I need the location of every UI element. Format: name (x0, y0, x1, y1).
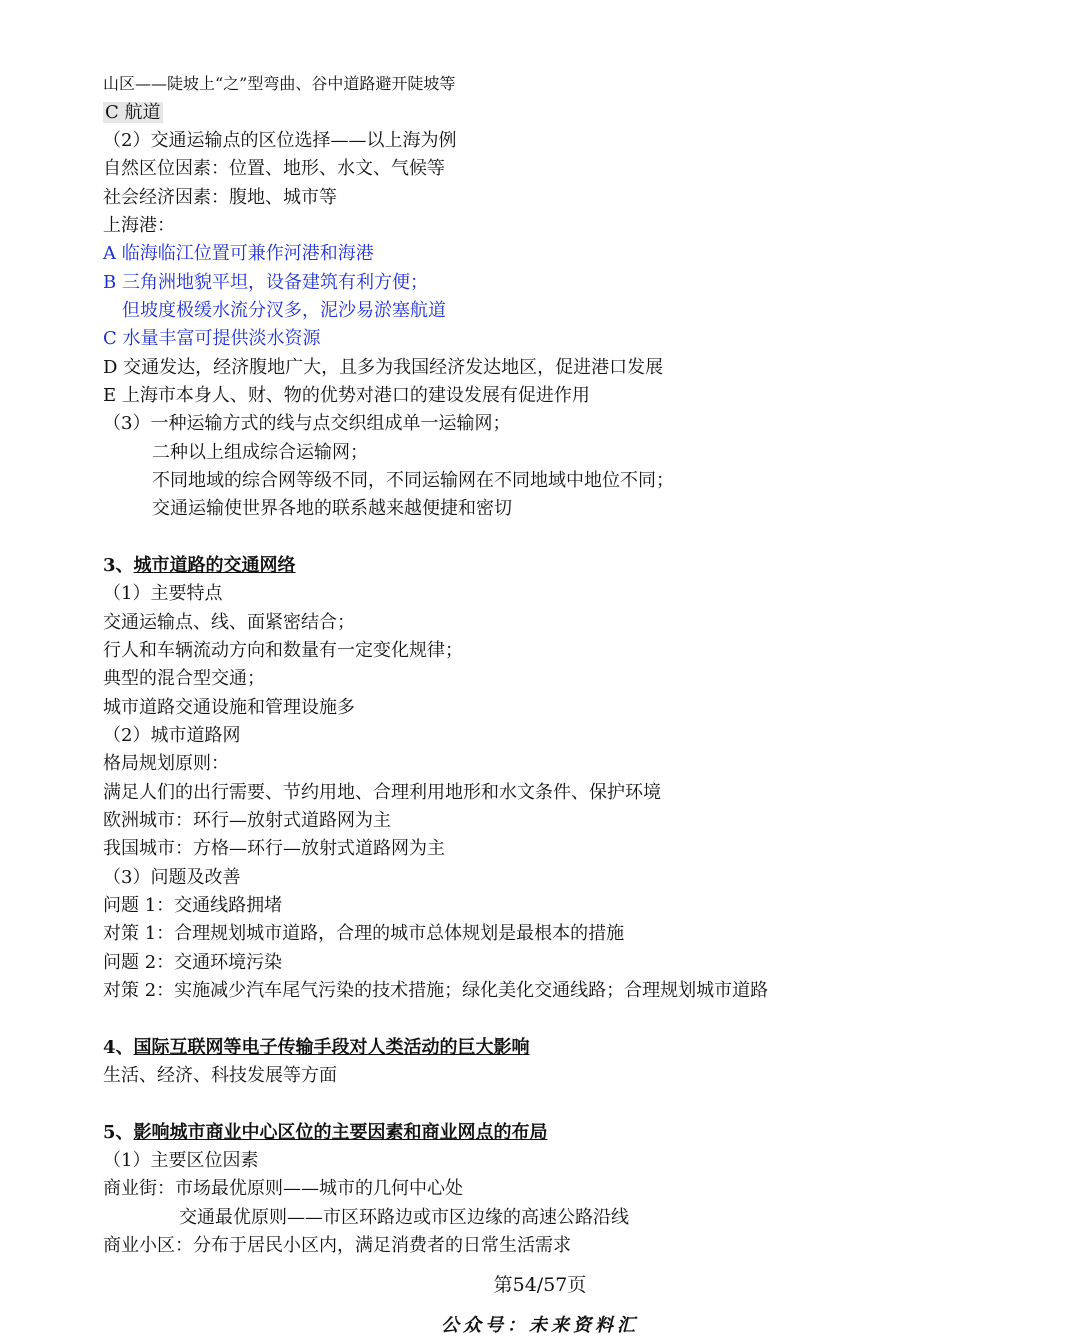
text-line: （3）一种运输方式的线与点交织组成单一运输网； (103, 413, 511, 434)
section-title: 城市道路的交通网络 (133, 555, 296, 576)
text-line: 交通运输点、线、面紧密结合； (103, 612, 355, 633)
section-title: 影响城市商业中心区位的主要因素和商业网点的布局 (133, 1122, 548, 1143)
text-line: 生活、经济、科技发展等方面 (103, 1065, 337, 1086)
text-line: 交通运输使世界各地的联系越来越便捷和密切 (152, 498, 512, 519)
text-line: 二种以上组成综合运输网； (152, 442, 368, 463)
blue-text-line: 但坡度极缓水流分汊多，泥沙易淤塞航道 (122, 300, 446, 321)
text-line: 商业街：市场最优原则——城市的几何中心处 (103, 1178, 463, 1199)
text-line: 行人和车辆流动方向和数量有一定变化规律； (103, 640, 463, 661)
text-line (103, 102, 163, 124)
text-line: 满足人们的出行需要、节约用地、合理利用地形和水文条件、保护环境 (103, 782, 661, 803)
section-heading-3 (103, 555, 296, 577)
text-line: 上海港： (103, 215, 175, 236)
text-line: 格局规划原则： (103, 753, 229, 774)
highlighted-text: C 航道 (105, 102, 161, 123)
section-title: 国际互联网等电子传输手段对人类活动的巨大影响 (133, 1037, 530, 1058)
text-line: （2）交通运输点的区位选择——以上海为例 (103, 130, 457, 151)
text-line: D 交通发达，经济腹地广大，且多为我国经济发达地区，促进港口发展 (103, 357, 664, 378)
text-line: 对策 1：合理规划城市道路，合理的城市总体规划是最根本的措施 (103, 923, 625, 944)
text-line: （1）主要区位因素 (103, 1150, 259, 1171)
text-line: 城市道路交通设施和管理设施多 (103, 697, 355, 718)
text-line: 山区——陡坡上“之”型弯曲、谷中道路避开陡坡等 (103, 74, 456, 93)
text-line: 我国城市：方格—环行—放射式道路网为主 (103, 838, 445, 859)
blue-text-line: B 三角洲地貌平坦，设备建筑有利方便； (103, 272, 428, 293)
text-line: 自然区位因素：位置、地形、水文、气候等 (103, 158, 445, 179)
text-line: （2）城市道路网 (103, 725, 241, 746)
text-line: 不同地域的综合网等级不同，不同运输网在不同地域中地位不同； (152, 470, 674, 491)
text-line: 欧洲城市：环行—放射式道路网为主 (103, 810, 391, 831)
text-line: （3）问题及改善 (103, 867, 241, 888)
text-line: 社会经济因素：腹地、城市等 (103, 187, 337, 208)
text-line: 商业小区：分布于居民小区内，满足消费者的日常生活需求 (103, 1235, 571, 1256)
text-line: （1）主要特点 (103, 583, 223, 604)
footer-watermark: 公众号：未来资料汇 (441, 1315, 639, 1336)
section-number: 5、 (103, 1122, 134, 1143)
page-number: 第54/57页 (493, 1274, 587, 1296)
blue-text-line: A 临海临江位置可兼作河港和海港 (103, 243, 374, 264)
text-line: 问题 1：交通线路拥堵 (103, 895, 283, 916)
text-line: 问题 2：交通环境污染 (103, 952, 283, 973)
text-line: E 上海市本身人、财、物的优势对港口的建设发展有促进作用 (103, 385, 590, 406)
section-heading-4 (103, 1037, 530, 1059)
text-line: 典型的混合型交通； (103, 668, 265, 689)
section-heading-5 (103, 1122, 548, 1144)
text-line: 交通最优原则——市区环路边或市区边缘的高速公路沿线 (179, 1207, 629, 1228)
section-number: 4、 (103, 1037, 134, 1058)
section-number: 3、 (103, 555, 134, 576)
text-line: 对策 2：实施减少汽车尾气污染的技术措施；绿化美化交通线路；合理规划城市道路 (103, 980, 769, 1001)
blue-text-line: C 水量丰富可提供淡水资源 (103, 328, 321, 349)
